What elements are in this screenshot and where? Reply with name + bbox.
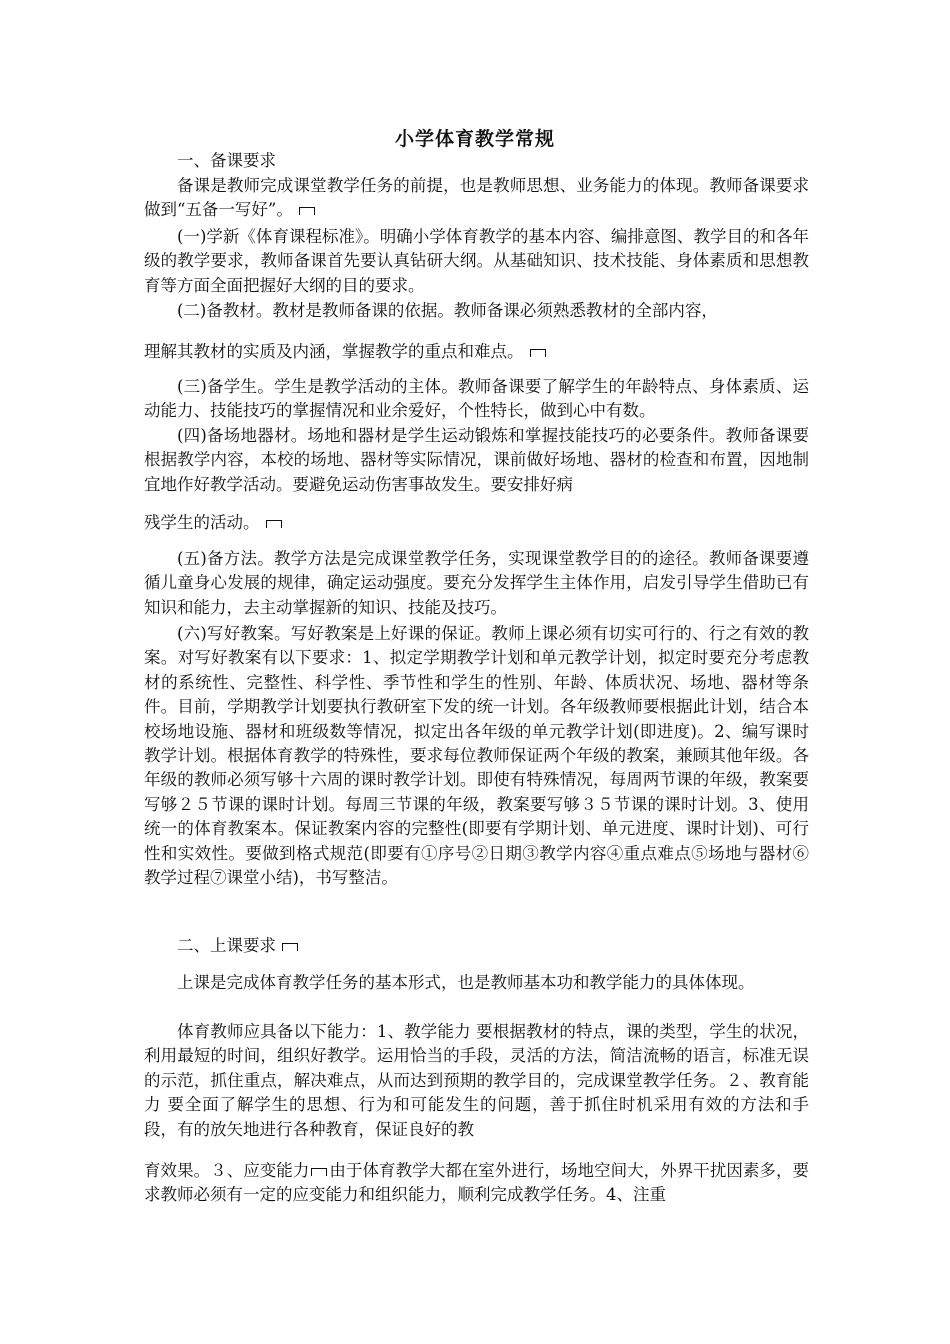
paragraph-mark-icon: [311, 1168, 327, 1176]
paragraph-item-2: (二)备教材。教材是教师备课的依据。教师备课必须熟悉教材的全部内容，: [177, 301, 718, 320]
paragraph-item-5: (五)备方法。教学方法是完成课堂教学任务，实现课堂教学目的的途径。教师备课要遵循儿童身心发展的规律，确定运动强度。要充分发挥学生主体作用，启发引导学生借助已有知识和能力，去主动掌握新的知识、技能及技巧。: [144, 549, 809, 617]
paragraph-mark-icon: [299, 207, 315, 215]
paragraph-abilities-cont: 育效果。３、应变能力 由于体育教学大都在室外进行，场地空间大，外界干扰因素多，要求教师必须有一定的应变能力和组织能力，顺利完成教学任务。4、注重: [144, 1161, 810, 1205]
paragraph-item-2-cont: 理解其教材的实质及内涵，掌握教学的重点和难点。: [144, 340, 809, 364]
paragraph-item-1: (一)学新《体育课程标准》。明确小学体育教学的基本内容、编排意图、教学目的和各年级的教学要求，教师备课首先要认真钻研大纲。从基础知识、技术技能、身体素质和思想教育等方面全面把握好大纲的目的要求。: [144, 227, 809, 295]
paragraph-item-4-cont: 残学生的活动。: [144, 511, 809, 535]
paragraph-mark-icon: [530, 349, 546, 357]
paragraph-item-4: (四)备场地器材。场地和器材是学生运动锻炼和掌握技能技巧的必要条件。教师备课要根据教学内容，本校的场地、器材等实际情况，课前做好场地、器材的检查和布置，因地制宜地作好教学活动。要避免运动伤害事故发生。要安排好病: [144, 426, 809, 494]
paragraph-mark-icon: [282, 943, 298, 951]
document-title: 小学体育教学常规: [394, 128, 555, 150]
paragraph-class-intro: 上课是完成体育教学任务的基本形式，也是教师基本功和教学能力的具体体现。: [177, 973, 755, 992]
section-heading-2: 二、上课要求: [144, 934, 809, 958]
paragraph-item-6: (六)写好教案。写好教案是上好课的保证。教师上课必须有切实可行的、行之有效的教案。对写好教案有以下要求：1、拟定学期教学计划和单元教学计划，拟定时要充分考虑教材的系统性、完整性、科学性、季节性和学生的性别、年龄、体质状况、场地、器材等条件。目前，学期教学计划要执行教研室下发的统一计划。各年级教师要根据此计划，结合本校场地设施、器材和班级数等情况，拟定出各年级的单元教学计划(即进度)。2、编写课时教学计划。根据体育教学的特殊性，要求每位教师保证两个年级的教案，兼顾其他年级。各年级的教师必须写够十六周的课时教学计划。即使有特殊情况，每周两节课的年级，教案要写够２５节课的课时计划。每周三节课的年级，教案要写够３５节课的课时计划。3、使用统一的体育教案本。保证教案内容的完整性(即要有学期计划、单元进度、课时计划)、可行性和实效性。要做到格式规范(即要有①序号②日期③教学内容④重点难点⑤场地与器材⑥教学过程⑦课堂小结)，书写整洁。: [144, 624, 809, 888]
paragraph-mark-icon: [266, 520, 282, 528]
paragraph-item-3: (三)备学生。学生是教学活动的主体。教师备课要了解学生的年龄特点、身体素质、运动能力、技能技巧的掌握情况和业余爱好，个性特长，做到心中有数。: [144, 377, 809, 421]
paragraph-abilities: 体育教师应具备以下能力：1、教学能力 要根据教材的特点，课的类型，学生的状况，利用最短的时间，组织好教学。运用恰当的手段，灵活的方法，简洁流畅的语言，标准无误的示范，抓住重点，解决难点，从而达到预期的教学目的，完成课堂教学任务。２、教育能力 要全面了解学生的思想、行为和可能发生的问题，善于抓住时机采用有效的方法和手段，有的放矢地进行各种教育，保证良好的教: [144, 1022, 809, 1139]
paragraph-intro: 备课是教师完成课堂教学任务的前提，也是教师思想、业务能力的体现。教师备课要求做到“五备一写好”。: [144, 176, 809, 220]
section-heading-1: 一、备课要求: [177, 151, 276, 170]
